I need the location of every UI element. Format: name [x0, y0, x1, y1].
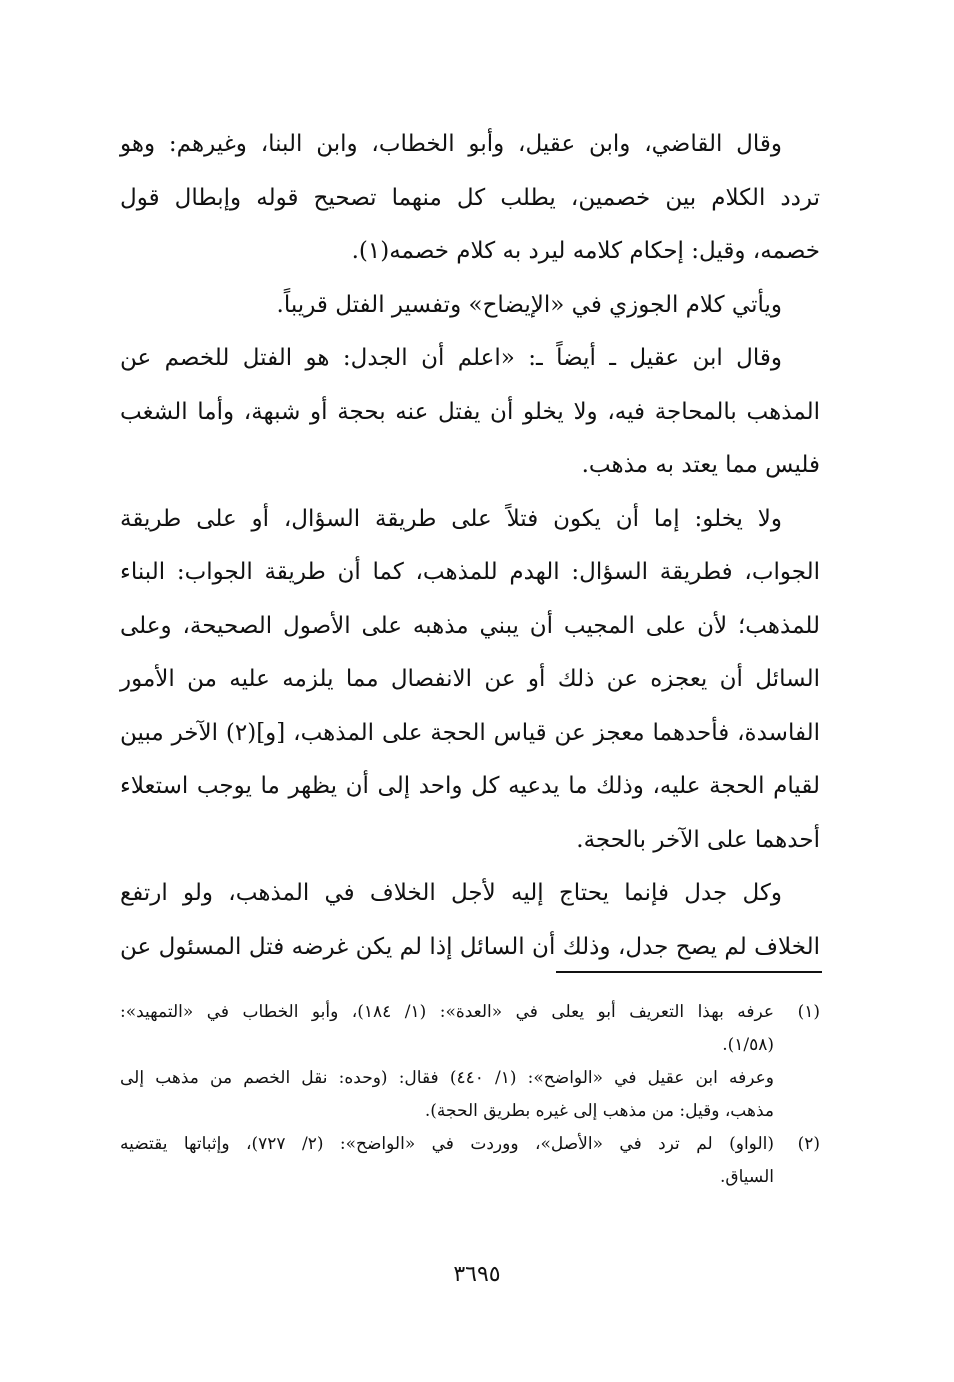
footnote-1-continuation: [120, 1062, 820, 1128]
text-line: ويأتي كلام الجوزي في «الإيضاح» وتفسير الفتل قريباً.: [276, 291, 782, 318]
footnote-line: (١/٥٨).: [722, 1035, 774, 1055]
footnote-separator: [556, 971, 822, 973]
text-line: الخلاف لم يصح جدل، وذلك أن السائل إذا لم يكن غرضه فتل المسئول عن: [120, 933, 820, 960]
text-line: للمذهب؛ لأن على المجيب أن يبني مذهبه على الأصول الصحيحة، وعلى: [120, 612, 820, 639]
text-line: الجواب، فطريقة السؤال: الهدم للمذهب، كما أن طريقة الجواب: البناء: [120, 559, 820, 585]
text-line: لقيام الحجة عليه، وذلك ما يدعيه كل واحد إلى أن يظهر ما يوجب استعلاء: [120, 773, 820, 799]
footnote-line: السياق.: [720, 1167, 774, 1187]
footnote-line: مذهب، وقيل: من مذهب إلى غيره بطريق الحجة).: [424, 1101, 774, 1121]
footnote-text: [120, 1062, 774, 1128]
footnote-number: (١): [797, 1002, 820, 1022]
text-line: أحدهما على الآخر بالحجة.: [576, 826, 820, 853]
footnote-line: عرفه بهذا التعريف أبو يعلى في «العدة»: (١/ ١٨٤)، وأبو الخطاب في «التمهيد»:: [120, 1002, 775, 1022]
text-line: خصمه، وقيل: إحكام كلامه ليرد به كلام خصمه(١).: [351, 238, 820, 264]
text-line: وقال ابن عقيل ـ أيضاً ـ: «اعلم أن الجدل: هو الفتل للخصم عن: [120, 345, 782, 371]
main-text: [120, 118, 820, 974]
text-line: وقال القاضي، وابن عقيل، وأبو الخطاب، وابن البنا، وغيرهم: وهو: [120, 131, 782, 157]
footnote-number: (٢): [797, 1134, 820, 1154]
footnote-line: (الواو) لم ترد في «الأصل»، ووردت في «الواضح»: (٢/ ٧٢٧)، وإثباتها يقتضيه: [120, 1134, 774, 1154]
text-line: السائل أن يعجزه عن ذلك أو عن الانفصال مما يلزمه عليه من الأمور: [120, 666, 820, 692]
footnote-1: [120, 996, 820, 1062]
footnote-text: [120, 1128, 774, 1194]
page-number: ٣٦٩٥: [453, 1262, 501, 1287]
text-line: المذهب بالمحاجة فيه، ولا يخلو أن يفتل عنه بحجة أو شبهة، وأما الشغب: [120, 398, 820, 425]
text-line: تردد الكلام بين خصمين، يطلب كل منهما تصحيح قوله وإبطال قول: [120, 184, 820, 211]
footnote-2: [120, 1128, 820, 1194]
text-line: الفاسدة، فأحدهما معجز عن قياس الحجة على المذهب، [و](٢) الآخر مبين: [120, 719, 820, 746]
text-line: وكل جدل فإنما يحتاج إليه لأجل الخلاف في المذهب، ولو ارتفع: [120, 880, 782, 906]
footnote-text: [120, 996, 774, 1062]
footnotes: [120, 996, 820, 1194]
text-line: فليس مما يعتد به مذهب.: [581, 452, 820, 478]
footnote-line: وعرفه ابن عقيل في «الواضح»: (١/ ٤٤٠) فقال: (وحده: نقل الخصم من مذهب إلى: [120, 1068, 774, 1088]
text-line: ولا يخلو: إما أن يكون فتلاً على طريقة السؤال، أو على طريقة: [120, 505, 782, 532]
